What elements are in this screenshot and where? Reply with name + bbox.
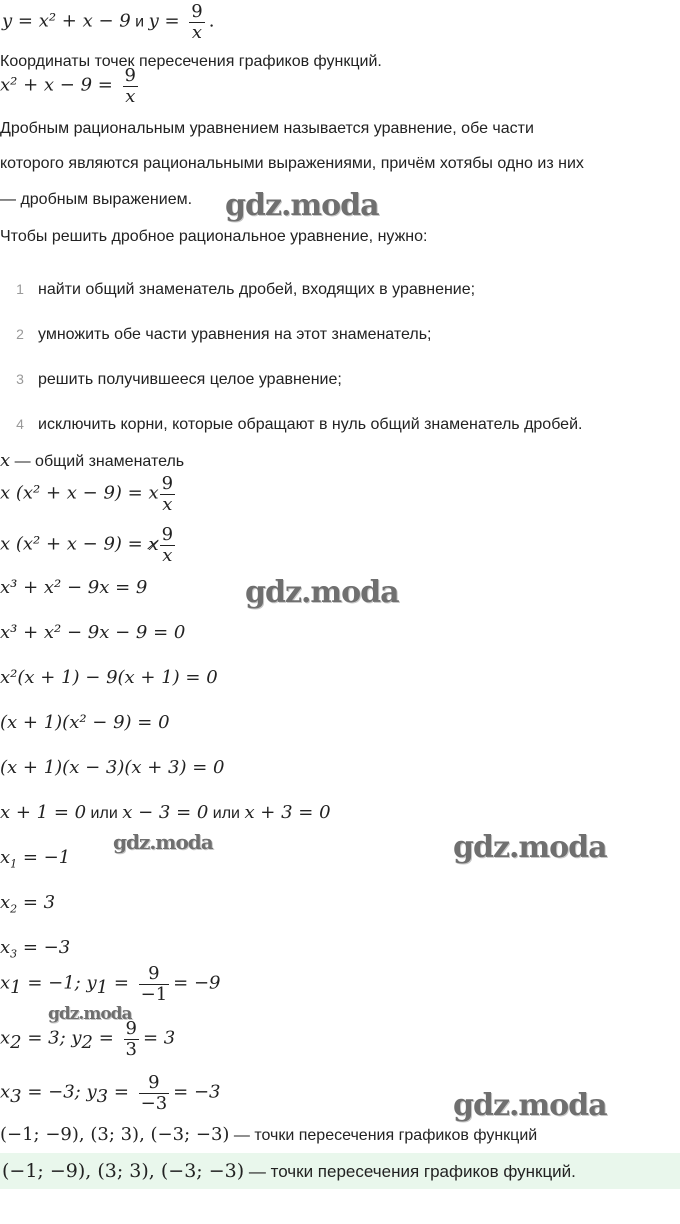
y-calc-line: $x_1 = -1$; $y_1$ = $\frac{9}{-1}$ = −9 (0, 963, 221, 1005)
equation-main: x² + x − 9 = $\frac{9}{x}$ (0, 65, 136, 107)
y-calc-line: $x_3 = -3$; $y_3$ = $\frac{9}{-3}$ = −3 (0, 1072, 221, 1114)
watermark-logo: gdz.moda (225, 188, 379, 223)
equation-line: (x + 1)(x − 3)(x + 3) = 0 (0, 757, 225, 778)
root-line: $x_1 = -1$ (0, 847, 71, 871)
root-line: $x_2 = 3$ (0, 892, 56, 916)
steps-intro: Чтобы решить дробное рациональное уравнение, нужно: (0, 228, 428, 245)
multiply-line-2: x (x² + x − 9) = x $\frac{9}{x}$ (0, 524, 174, 566)
period: . (208, 10, 215, 32)
points-line: (−1; −9), (3; 3), (−3; −3) — точки пересечения графиков функций (0, 1124, 538, 1145)
watermark-logo: gdz.moda (48, 1004, 132, 1024)
step-number: 2 (16, 326, 24, 342)
definition-line-1: Дробным рациональным уравнением называется уравнение, обе части (0, 120, 534, 137)
function-1: y = x² + x − 9 (2, 10, 131, 32)
watermark-logo: gdz.moda (453, 830, 607, 865)
conjunction: и (135, 13, 145, 31)
watermark-logo: gdz.moda (245, 575, 399, 610)
equation-line: x³ + x² − 9x = 9 (0, 577, 148, 598)
multiply-line-1: x (x² + x − 9) = x $\frac{9}{x}$ (0, 473, 174, 515)
step-item (10, 326, 431, 344)
step-number: 4 (16, 416, 24, 432)
step-number: 1 (16, 281, 24, 297)
equation-line: x²(x + 1) − 9(x + 1) = 0 (0, 667, 218, 688)
step-text: найти общий знаменатель дробей, входящих в уравнение; (38, 281, 476, 298)
watermark-logo: gdz.moda (453, 1088, 607, 1123)
cases-line: x + 1 = 0 или x − 3 = 0 или x + 3 = 0 (0, 802, 331, 823)
step-item (10, 371, 342, 389)
step-text: решить получившееся целое уравнение; (38, 371, 342, 388)
step-item (10, 416, 582, 434)
step-item (10, 281, 475, 299)
y-calc-line: $x_2 = 3$; $y_2$ = $\frac{9}{3}$ = 3 (0, 1018, 176, 1060)
step-number: 3 (16, 371, 24, 387)
root-line: $x_3 = -3$ (0, 937, 71, 961)
definition-line-3: — дробным выражением. (0, 191, 193, 208)
function-2-prefix: y = (148, 10, 186, 32)
answer-line: (−1; −9), (3; 3), (−3; −3) — точки пересечения графиков функций. (2, 1160, 576, 1182)
common-denominator: x — общий знаменатель (0, 450, 185, 471)
equation-line: (x + 1)(x² − 9) = 0 (0, 712, 170, 733)
step-text: умножить обе части уравнения на этот знаменатель; (38, 326, 432, 343)
function-2-fraction: $\frac{9}{x}$ (191, 1, 203, 43)
equation-line: x³ + x² − 9x − 9 = 0 (0, 622, 186, 643)
step-text: исключить корни, которые обращают в нуль общий знаменатель дробей. (38, 416, 583, 433)
cancelled-factor: x (148, 533, 159, 555)
task-functions (2, 2, 214, 43)
coords-heading: Координаты точек пересечения графиков функций. (0, 53, 382, 70)
definition-line-2: которого являются рациональными выражениями, причём хотябы одно из них (0, 155, 584, 172)
watermark-logo: gdz.moda (113, 830, 213, 854)
